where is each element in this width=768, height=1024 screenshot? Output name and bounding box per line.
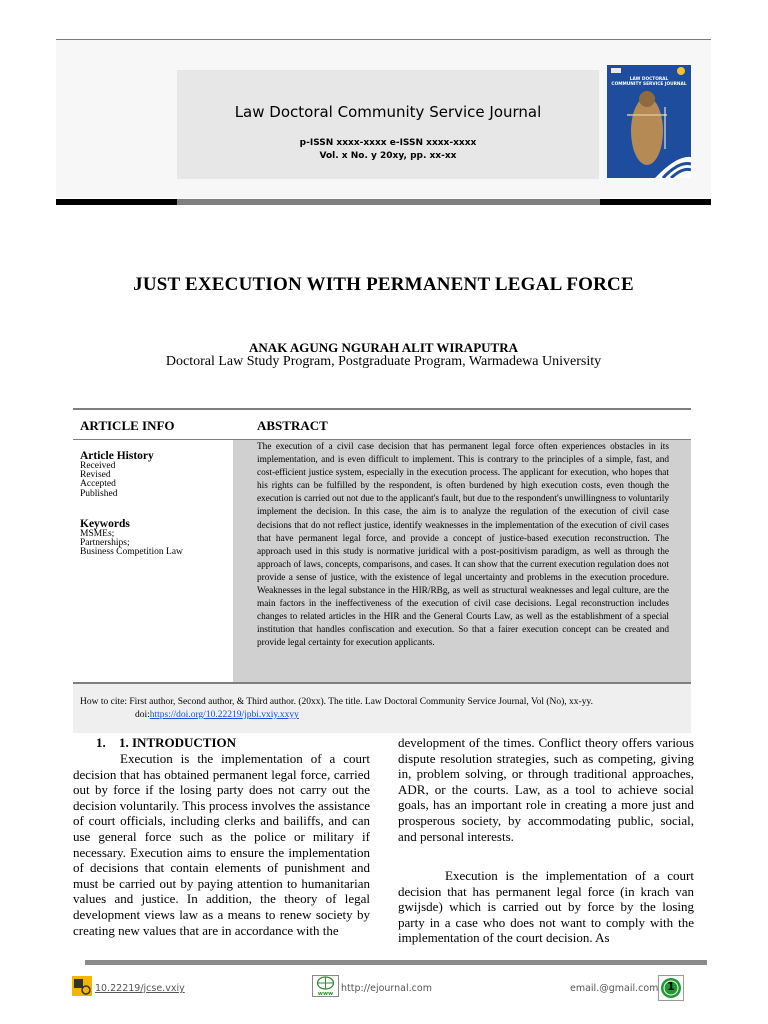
abstract-heading: ABSTRACT bbox=[257, 418, 328, 433]
footer-url[interactable]: http://ejournal.com bbox=[341, 983, 432, 994]
journal-issn: p-ISSN xxxx-xxxx e-ISSN xxxx-xxxx bbox=[299, 138, 477, 148]
header-bar-right bbox=[600, 199, 711, 205]
keyword-item: MSMEs; bbox=[80, 529, 115, 539]
how-to-cite bbox=[80, 696, 680, 722]
article-history-heading: Article History bbox=[80, 450, 154, 462]
footer-doi[interactable]: 10.22219/jcse.vxiy bbox=[95, 983, 185, 994]
page-number: 1 bbox=[667, 980, 675, 993]
journal-volume: Vol. x No. y 20xy, pp. xx-xx bbox=[319, 151, 457, 161]
intro-right-paragraph-1: development of the times. Conflict theory offers various dispute resolution strategies, such as competing, giving in, problem solving, or through traditional approaches, ADR, or the courts. Law, as a tool to achieve social goals, has an important role in creating a more just and prosperous society, by accommodating public, social, and personal interests. bbox=[398, 735, 694, 844]
doi-icon bbox=[72, 976, 92, 996]
journal-info-box bbox=[177, 70, 599, 179]
footer-email[interactable]: email.@gmail.com bbox=[570, 983, 659, 994]
www-label: www bbox=[317, 991, 334, 997]
author-affiliation: Doctoral Law Study Program, Postgraduate Program, Warmadewa University bbox=[165, 354, 602, 369]
page-number-badge bbox=[658, 975, 684, 1001]
keywords-heading: Keywords bbox=[80, 518, 130, 530]
author-name: ANAK AGUNG NGURAH ALIT WIRAPUTRA bbox=[249, 340, 518, 355]
article-history-list bbox=[80, 462, 117, 499]
section-title: 1. INTRODUCTION bbox=[119, 735, 237, 750]
citation-doi-line bbox=[80, 709, 680, 722]
intro-left-paragraph: Execution is the implementation of a court decision that has obtained permanent legal force, carried out by force if the losing party does not carry out the decision voluntarily. This process involves the assistance of court officials, including clerks and bailiffs, and can use general force such as the police or military if necessary. Execution aims to ensure the implementation of decisions that contain elements of punishment and must be carried out by paying attention to humanitarian values and justice. In addition, the theory of legal development views law as a means to renew society by creating new values that are in accordance with the bbox=[73, 751, 370, 938]
keyword-item: Partnerships; bbox=[80, 538, 130, 549]
cover-title-line2: COMMUNITY SERVICE JOURNAL bbox=[611, 82, 687, 87]
keywords-list bbox=[80, 530, 183, 558]
header-bar-middle bbox=[177, 199, 600, 205]
citation-text: How to cite: First author, Second author, & Third author. (20xx). The title. Law Doctoral Community Service Journal, Vol (No), xx-yy. bbox=[80, 697, 593, 707]
info-rule-top bbox=[73, 408, 691, 410]
cover-title bbox=[607, 77, 691, 87]
footer-rule bbox=[85, 960, 707, 965]
doi-link[interactable]: https://doi.org/10.22219/jpbi.vxiy.xxyy bbox=[149, 710, 299, 720]
header-bar-left bbox=[56, 199, 177, 205]
section-heading-introduction bbox=[96, 735, 236, 751]
history-accepted: Accepted bbox=[80, 479, 116, 490]
cover-title-line1: LAW DOCTORAL bbox=[629, 77, 669, 82]
www-globe-icon bbox=[312, 975, 339, 997]
article-info-heading: ARTICLE INFO bbox=[80, 418, 175, 433]
history-revised: Revised bbox=[80, 470, 111, 481]
journal-cover-image bbox=[607, 65, 691, 178]
history-published: Published bbox=[80, 488, 118, 499]
keyword-item: Business Competition Law bbox=[80, 547, 183, 558]
abstract-text: The execution of a civil case decision that has permanent legal force often experiences obstacles in its implementation, and is even difficult to implement. This is contrary to the principles of a simple, fast, and cost-efficient justice system, especially in the execution process. The applicant for execution, who hopes that his rights can be fulfilled by the respondent, is often burdened by high execution costs, even though the execution is carried out not due to the applicant's fault, but due to the respondent's unwillingness to voluntarily implement the decision. In this case, the aim is to analyze the regulation of the execution of civil case decisions that do not reflect justice, identify weaknesses in the implementation of the execution of civil cases that have permanent legal force, and provide a concept of justice-based execution reconstruction. The approach used in this study is normative juridical with a post-positivism paradigm, as well as through the approach of laws, concepts, comparisons, and cases. It can show that the current execution regulation does not provide a sense of justice, with the existence of legal uncertainty and problems in the execution procedure. Weaknesses in the legal substance in the HIR/RBg, as well as structural weaknesses and legal culture, are the main factors in the ineffectiveness of the execution of civil case decisions. Legal reconstruction includes changes to related articles in the HIR and the General Courts Law, as well as the establishment of a special institution that handles confiscation and execution. So that a fairer execution concept can be created and provide legal certainty for execution applicants. bbox=[257, 442, 669, 649]
paper-title: JUST EXECUTION WITH PERMANENT LEGAL FORCE bbox=[133, 274, 634, 295]
doi-prefix: doi: bbox=[135, 710, 150, 720]
journal-name: Law Doctoral Community Service Journal bbox=[234, 103, 542, 121]
intro-right-paragraph-2: Execution is the implementation of a court decision that has permanent legal force (in krach van gwijsde) which is carried out by force by the losing party in a case who does not want to comply with the implementation of the court decision. As bbox=[398, 868, 694, 946]
section-number: 1. bbox=[96, 735, 106, 750]
history-received: Received bbox=[80, 461, 116, 471]
